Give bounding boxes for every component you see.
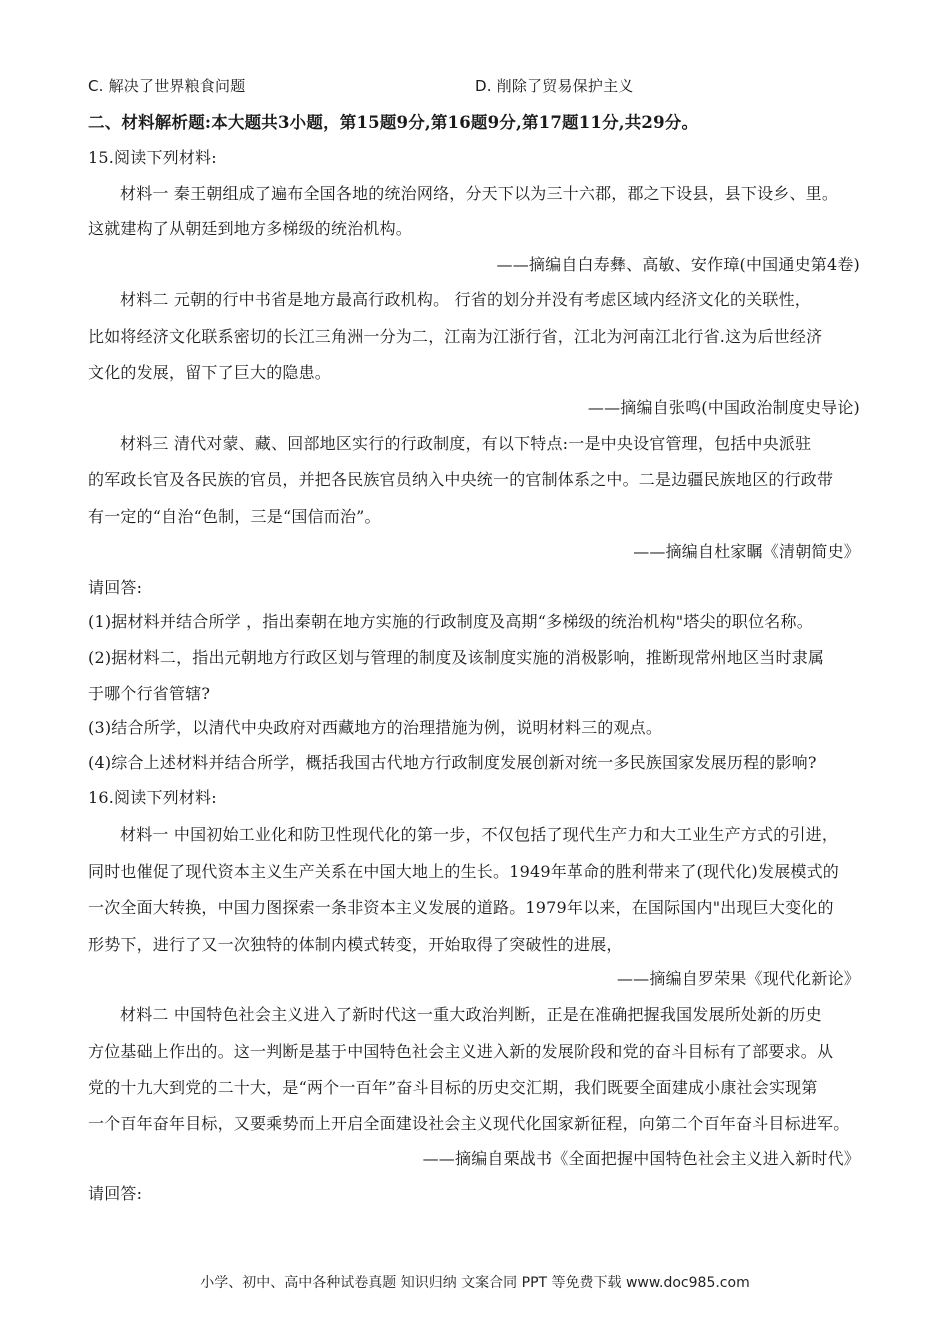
q16-material1-line4: 形势下，进行了又一次独特的体制内模式转变，开始取得了突破性的进展，: [88, 935, 623, 954]
q15-material3-line1: 材料三 清代对蒙、藏、回部地区实行的行政制度，有以下特点:一是中央设官管理，包括中央派驻: [120, 434, 812, 453]
q16-material2-line3: 党的十九大到党的二十大，是“两个一百年”奋斗目标的历史交汇期，我们既要全面建成小康社会实现第: [88, 1078, 818, 1097]
q15-question3: (3)结合所学，以清代中央政府对西藏地方的治理措施为例，说明材料三的观点。: [88, 718, 663, 737]
q16-material2-source: ——摘编自栗战书《全面把握中国特色社会主义进入新时代》: [422, 1149, 860, 1168]
q15-material2-source: ——摘编自张鸣(中国政治制度史导论): [587, 398, 860, 417]
q16-ask: 请回答:: [88, 1184, 143, 1203]
q16-material1-line1: 材料一 中国初始工业化和防卫性现代化的第一步，不仅包括了现代生产力和大工业生产方式的引进，: [120, 825, 839, 844]
q16-material1-line3: 一次全面大转换，中国力图探索一条非资本主义发展的道路。1979年以来，在国际国内"出现巨大变化的: [88, 898, 834, 917]
q16-material2-line2: 方位基础上作出的。这一判断是基于中国特色社会主义进入新的发展阶段和党的奋斗目标有了部要求。从: [88, 1042, 834, 1061]
section-heading: 二、材料解析题:本大题共3小题，第15题9分,第16题9分,第17题11分,共29分。: [88, 113, 699, 132]
q15-material2-line1: 材料二 元朝的行中书省是地方最高行政机构。 行省的划分并没有考虑区域内经济文化的关联性，: [120, 290, 811, 309]
q15-material1-line1: 材料一 秦王朝组成了遍布全国各地的统治网络，分天下以为三十六郡，郡之下设县，县下设乡、里。: [120, 184, 839, 203]
q15-material3-line2: 的军政长官及各民族的官员，并把各民族官员纳入中央统一的官制体系之中。二是边疆民族地区的行政带: [88, 470, 834, 489]
q16-material2-line1: 材料二 中国特色社会主义进入了新时代这一重大政治判断，正是在准确把握我国发展所处新的历史: [120, 1005, 822, 1024]
q15-material1-line2: 这就建构了从朝廷到地方多梯级的统治机构。: [88, 219, 413, 238]
q15-material3-source: ——摘编自杜家瞩《清朝简史》: [633, 542, 860, 561]
q15-question2-line2: 于哪个行省管辖?: [88, 684, 211, 703]
q15-material2-line3: 文化的发展，留下了巨大的隐患。: [88, 363, 332, 382]
q16-material1-source: ——摘编自罗荣果《现代化新论》: [616, 969, 860, 988]
q16-intro: 16.阅读下列材料:: [88, 788, 217, 807]
q15-ask: 请回答:: [88, 578, 143, 597]
q16-material2-line4: 一个百年奋年目标，又要乘势而上开启全面建设社会主义现代化国家新征程，向第二个百年奋斗目标进军。: [88, 1114, 850, 1133]
q15-material3-line3: 有一定的“自治“色制，三是“国信而治”。: [88, 507, 381, 526]
q15-question2-line1: (2)据材料二，指出元朝地方行政区划与管理的制度及该制度实施的消极影响，推断现常州地区当时隶属: [88, 648, 825, 667]
q15-question4: (4)综合上述材料并结合所学，概括我国古代地方行政制度发展创新对统一多民族国家发展历程的影响?: [88, 753, 817, 772]
q15-material1-source: ——摘编自白寿彝、高敏、安作璋(中国通史第4卷): [496, 255, 860, 274]
q15-question1: (1)据材料并结合所学 ，指出秦朝在地方实施的行政制度及高期“多梯级的统治机构"塔尖的职位名称。: [88, 612, 813, 631]
q15-material2-line2: 比如将经济文化联系密切的长江三角洲一分为二，江南为江浙行省，江北为河南江北行省.这为后世经济: [88, 327, 823, 346]
q16-material1-line2: 同时也催促了现代资本主义生产关系在中国大地上的生长。1949年革命的胜利带来了(现代化)发展模式的: [88, 862, 840, 881]
option-c: C. 解决了世界粮食问题: [88, 77, 246, 95]
page-footer: 小学、初中、高中各种试卷真题 知识归纳 文案合同 PPT 等免费下载 www.doc985.com: [200, 1275, 750, 1291]
q15-intro: 15.阅读下列材料:: [88, 148, 217, 167]
option-d: D. 削除了贸易保护主义: [475, 77, 634, 95]
